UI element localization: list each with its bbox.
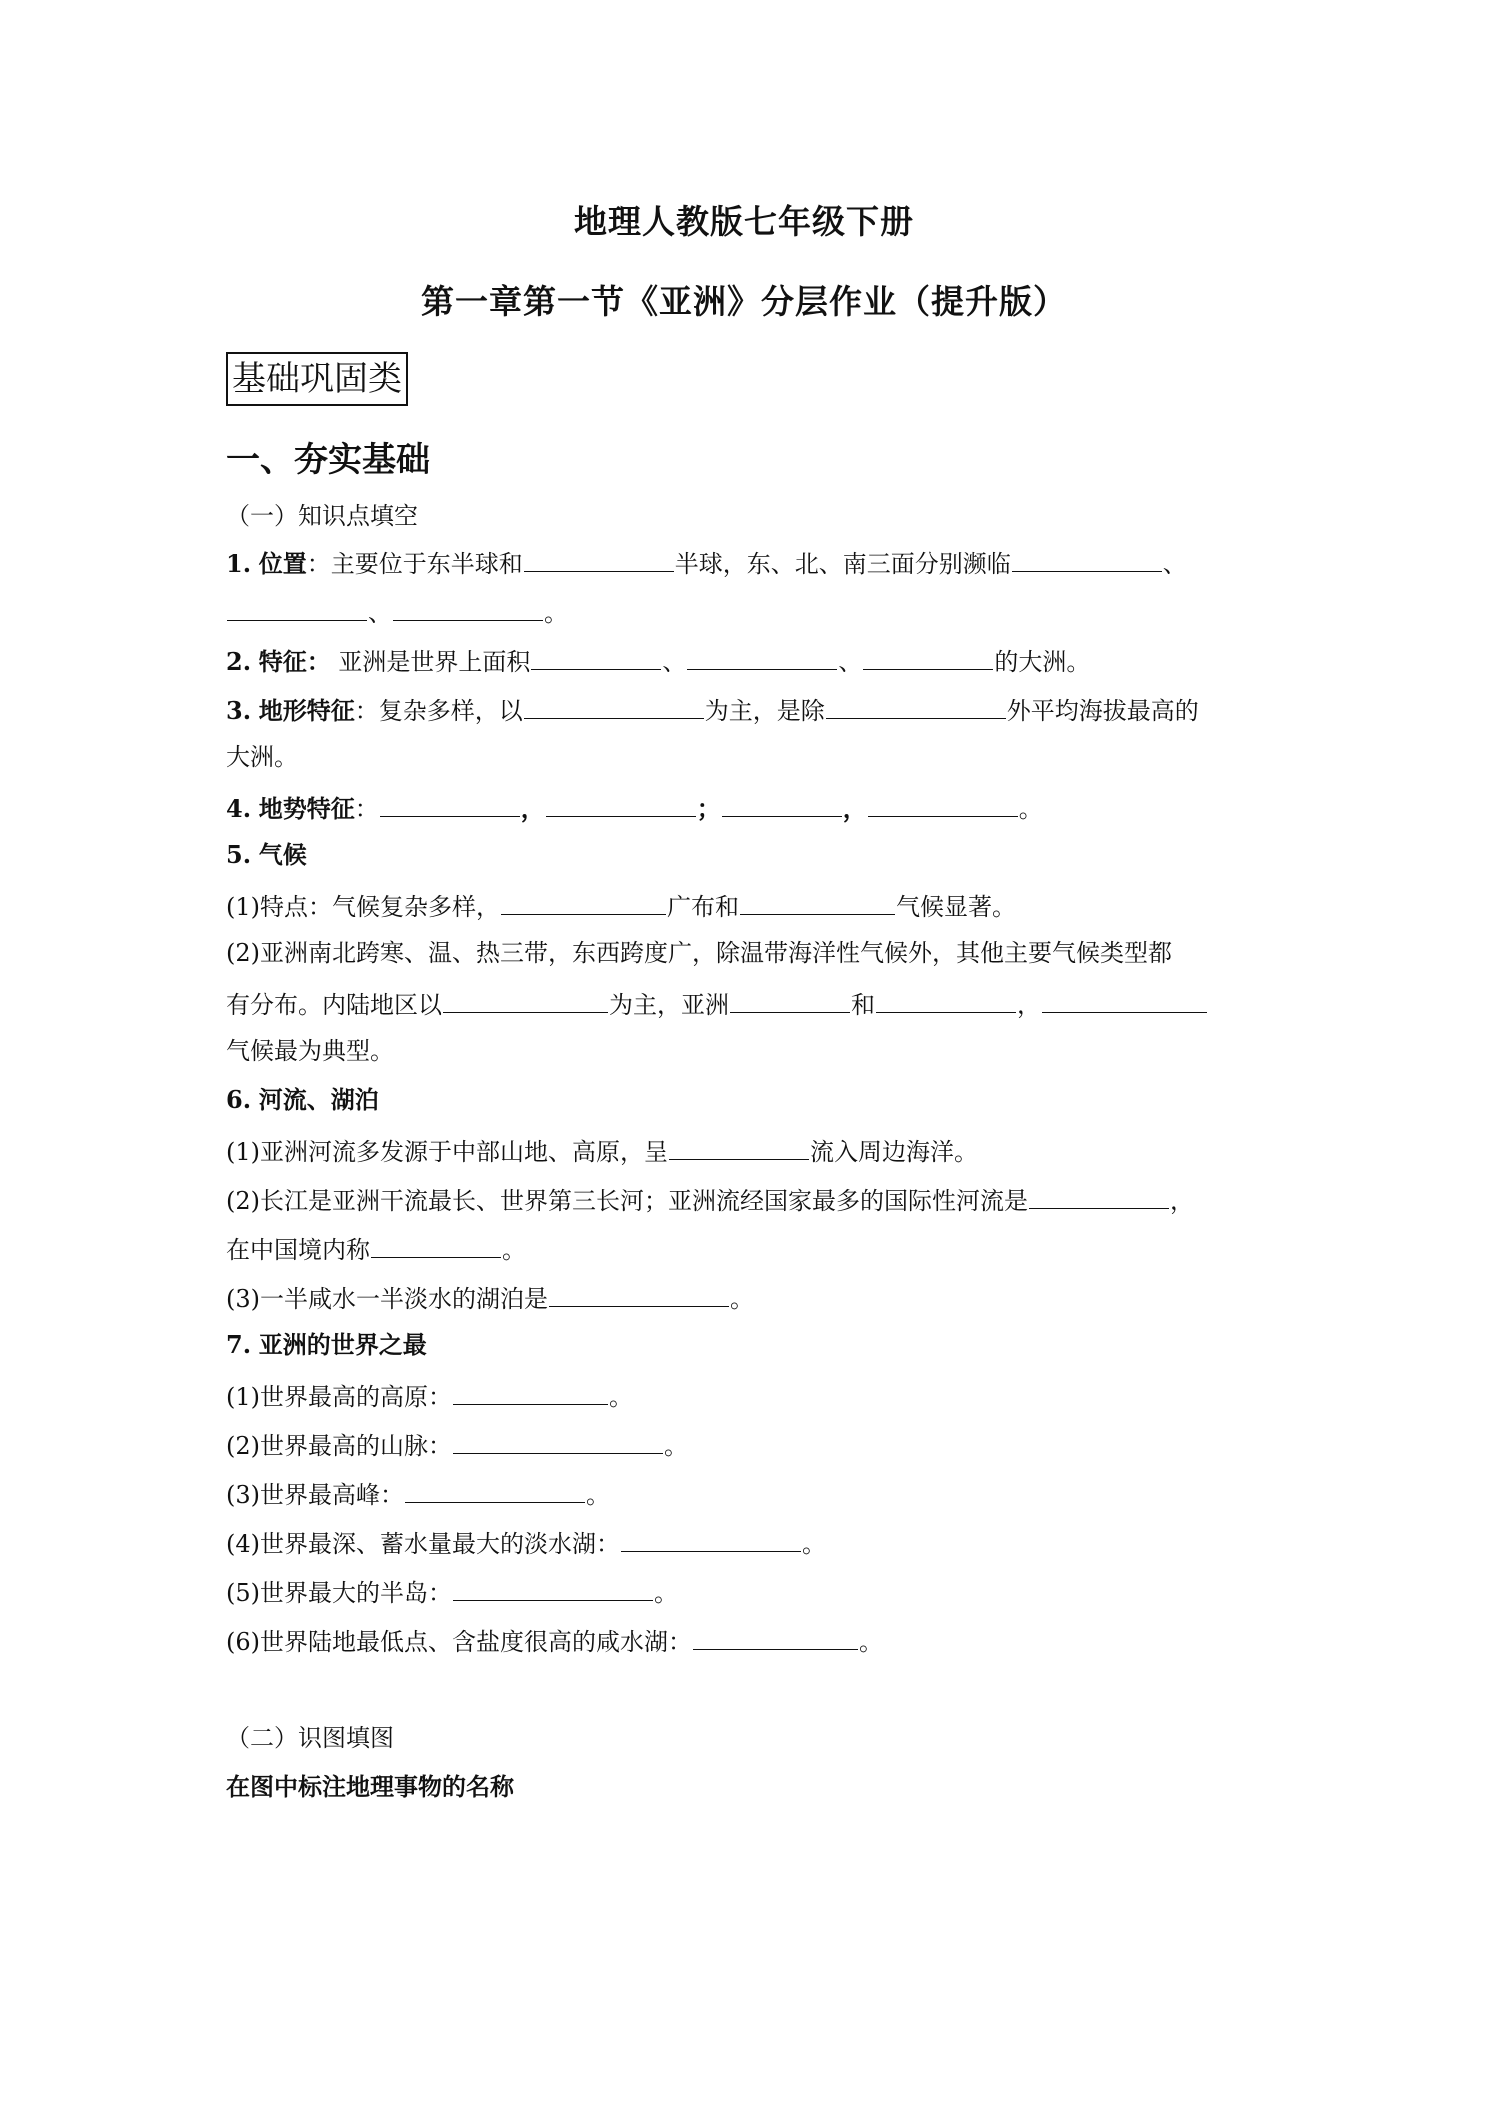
question-4: 4. 地势特征： ， ； ， 。 (226, 790, 1272, 825)
fill-blank[interactable] (380, 790, 520, 817)
fill-blank[interactable] (868, 790, 1018, 817)
fill-blank[interactable] (722, 790, 842, 817)
section-heading: 一、夯实基础 (226, 440, 430, 480)
fill-blank[interactable] (393, 594, 543, 621)
fill-blank[interactable] (443, 986, 608, 1013)
question-6-part-3: (3)一半咸水一半淡水的湖泊是 。 (226, 1280, 1272, 1315)
fill-blank[interactable] (1012, 545, 1162, 572)
question-5-part-2-line-3: 气候最为典型。 (226, 1037, 394, 1065)
question-3-line-2: 大洲。 (226, 743, 298, 771)
fill-blank[interactable] (453, 1427, 663, 1454)
fill-blank[interactable] (371, 1231, 501, 1258)
fill-blank[interactable] (876, 986, 1016, 1013)
fill-blank[interactable] (524, 545, 674, 572)
part1-heading: （一）知识点填空 (226, 502, 418, 530)
question-5: 5. 气候 (226, 840, 307, 869)
question-1-line-2: 、 。 (226, 594, 1272, 629)
question-6: 6. 河流、湖泊 (226, 1085, 379, 1114)
question-6-part-1: (1)亚洲河流多发源于中部山地、高原，呈 流入周边海洋。 (226, 1133, 1272, 1168)
question-7-item-6: (6)世界陆地最低点、含盐度很高的咸水湖： 。 (226, 1623, 1272, 1658)
fill-blank[interactable] (1042, 986, 1207, 1013)
fill-blank[interactable] (227, 594, 367, 621)
question-2: 2. 特征： 亚洲是世界上面积 、 、 的大洲。 (226, 643, 1272, 678)
question-6-part-2-line-1: (2)长江是亚洲干流最长、世界第三长河；亚洲流经国家最多的国际性河流是 ， (226, 1182, 1272, 1217)
question-7-item-1: (1)世界最高的高原： 。 (226, 1378, 1272, 1413)
question-7-item-2: (2)世界最高的山脉： 。 (226, 1427, 1272, 1462)
fill-blank[interactable] (546, 790, 696, 817)
fill-blank[interactable] (669, 1133, 809, 1160)
fill-blank[interactable] (405, 1476, 585, 1503)
fill-blank[interactable] (501, 888, 666, 915)
document-subtitle: 第一章第一节《亚洲》分层作业（提升版） (421, 282, 1067, 321)
fill-blank[interactable] (621, 1525, 801, 1552)
fill-blank[interactable] (531, 643, 661, 670)
part2-heading: （二）识图填图 (226, 1724, 394, 1752)
fill-blank[interactable] (740, 888, 895, 915)
question-7-item-3: (3)世界最高峰： 。 (226, 1476, 1272, 1511)
question-5-part-1: (1)特点：气候复杂多样， 广布和 气候显著。 (226, 888, 1272, 923)
fill-blank[interactable] (524, 692, 704, 719)
question-7-item-4: (4)世界最深、蓄水量最大的淡水湖： 。 (226, 1525, 1272, 1560)
fill-blank[interactable] (693, 1623, 858, 1650)
question-7-item-5: (5)世界最大的半岛： 。 (226, 1574, 1272, 1609)
document-title: 地理人教版七年级下册 (574, 202, 914, 241)
question-5-part-2-line-1: (2)亚洲南北跨寒、温、热三带，东西跨度广，除温带海洋性气候外，其他主要气候类型都 (226, 939, 1172, 967)
question-3-line-1: 3. 地形特征：复杂多样，以 为主，是除 外平均海拔最高的 (226, 692, 1272, 727)
fill-blank[interactable] (549, 1280, 729, 1307)
boxed-category-label: 基础巩固类 (226, 352, 408, 406)
fill-blank[interactable] (1029, 1182, 1169, 1209)
fill-blank[interactable] (730, 986, 850, 1013)
fill-blank[interactable] (826, 692, 1006, 719)
question-5-part-2-line-2: 有分布。内陆地区以 为主，亚洲 和 ， (226, 986, 1272, 1021)
fill-blank[interactable] (863, 643, 993, 670)
question-7: 7. 亚洲的世界之最 (226, 1330, 427, 1359)
fill-blank[interactable] (453, 1574, 653, 1601)
question-6-part-2-line-2: 在中国境内称 。 (226, 1231, 1272, 1266)
question-1-line-1: 1. 位置：主要位于东半球和 半球，东、北、南三面分别濒临 、 (226, 545, 1272, 580)
part2-instruction: 在图中标注地理事物的名称 (226, 1772, 514, 1801)
fill-blank[interactable] (687, 643, 837, 670)
fill-blank[interactable] (453, 1378, 608, 1405)
